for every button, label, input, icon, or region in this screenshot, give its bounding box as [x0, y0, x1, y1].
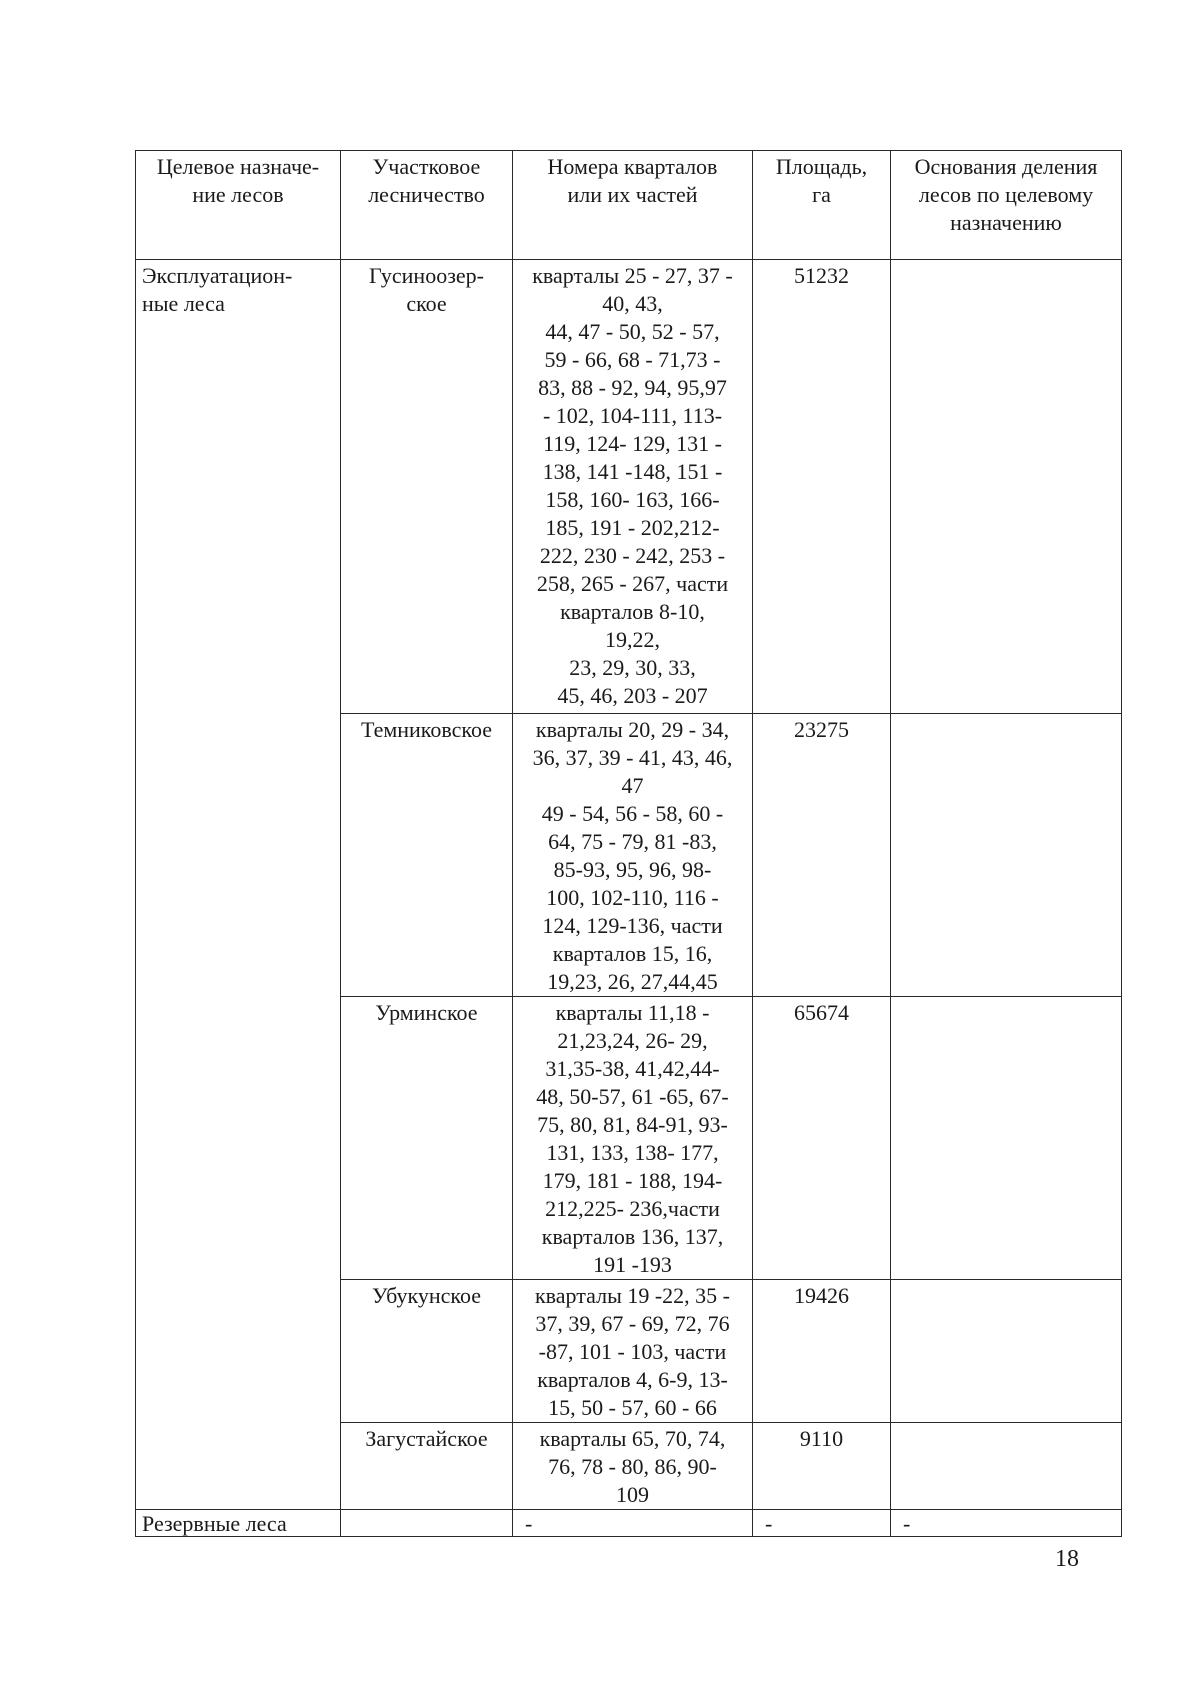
header-quarters: Номера кварталов или их частей	[513, 151, 753, 260]
quarter-line: 15, 50 - 57, 60 - 66	[548, 1395, 717, 1420]
quarter-line: 100, 102-110, 116 -	[546, 885, 719, 910]
basis-cell	[891, 1280, 1122, 1423]
quarter-line: 131, 133, 138- 177,	[546, 1140, 719, 1165]
quarter-line: кварталов 4, 6-9, 13-	[537, 1367, 728, 1392]
quarter-line: 179, 181 - 188, 194-	[542, 1168, 723, 1193]
forestry-name: Загустайское	[341, 1423, 513, 1510]
basis-cell: -	[891, 1510, 1122, 1537]
quarter-line: - 102, 104-111, 113-	[542, 403, 723, 428]
area-value: 23275	[753, 714, 891, 997]
forest-purpose-table	[135, 150, 1122, 1537]
header-basis: Основания деления лесов по целевому назначению	[891, 151, 1122, 260]
quarter-numbers	[513, 1423, 753, 1510]
quarter-numbers	[513, 997, 753, 1280]
page-number: 18	[1055, 1546, 1079, 1572]
quarter-line: 59 - 66, 68 - 71,73 -	[544, 347, 721, 372]
table-header-row	[136, 151, 1122, 260]
forestry-name: Убукунское	[341, 1280, 513, 1423]
basis-cell	[891, 997, 1122, 1280]
quarter-line: 19,23, 26, 27,44,45	[547, 969, 718, 994]
quarter-line: 158, 160- 163, 166-	[545, 487, 720, 512]
category-reserve: Резервные леса	[136, 1510, 341, 1537]
area-value: 65674	[753, 997, 891, 1280]
forestry-name: Урминское	[341, 997, 513, 1280]
forestry-name: Гусиноозер- ское	[341, 260, 513, 714]
quarter-line: 185, 191 - 202,212-	[545, 515, 720, 540]
forestry-name: Темниковское	[341, 714, 513, 997]
quarter-line: 45, 46, 203 - 207	[557, 683, 708, 708]
quarter-line: 75, 80, 81, 84-91, 93-	[537, 1112, 728, 1137]
category-exploitation: Эксплуатацион- ные леса	[136, 260, 341, 1510]
quarter-line: 222, 230 - 242, 253 -	[539, 543, 726, 568]
quarter-line: 119, 124- 129, 131 -	[543, 431, 722, 456]
quarter-numbers	[513, 260, 753, 714]
quarter-line: -87, 101 - 103, части	[538, 1339, 727, 1364]
quarter-numbers	[513, 714, 753, 997]
basis-cell	[891, 1423, 1122, 1510]
quarter-line: 36, 37, 39 - 41, 43, 46,	[532, 745, 733, 770]
quarter-line: 44, 47 - 50, 52 - 57,	[545, 319, 720, 344]
quarter-line: 49 - 54, 56 - 58, 60 -	[541, 801, 724, 826]
quarter-line: 191 -193	[593, 1252, 672, 1277]
quarter-line: 64, 75 - 79, 81 -83,	[548, 829, 717, 854]
table-row-reserve	[136, 1510, 1122, 1537]
basis-cell	[891, 260, 1122, 714]
quarter-line: 37, 39, 67 - 69, 72, 76	[535, 1311, 730, 1336]
quarter-line: 48, 50-57, 61 -65, 67-	[536, 1084, 729, 1109]
area-value: -	[753, 1510, 891, 1537]
table-row	[136, 260, 1122, 714]
quarter-line: 124, 129-136, части	[542, 913, 723, 938]
quarter-line: 47	[621, 773, 644, 798]
quarter-line: 76, 78 - 80, 86, 90-	[548, 1454, 717, 1479]
header-area: Площадь, га	[753, 151, 891, 260]
quarter-line: кварталы 19 -22, 35 -	[534, 1283, 730, 1308]
quarter-line: 23, 29, 30, 33,	[569, 655, 696, 680]
quarter-line: 40, 43,	[602, 291, 663, 316]
area-value: 9110	[753, 1423, 891, 1510]
quarter-line: 109	[616, 1482, 649, 1507]
quarter-line: 31,35-38, 41,42,44-	[545, 1056, 720, 1081]
basis-cell	[891, 714, 1122, 997]
quarter-line: кварталы 65, 70, 74,	[539, 1426, 726, 1451]
quarter-line: кварталов 8-10,	[560, 599, 705, 624]
header-purpose: Целевое назначе- ние лесов	[136, 151, 341, 260]
quarter-line: кварталы 25 - 27, 37 -	[532, 263, 733, 288]
header-forestry: Участковое лесничество	[341, 151, 513, 260]
forestry-name	[341, 1510, 513, 1537]
quarter-line: 19,22,	[605, 627, 660, 652]
area-value: 51232	[753, 260, 891, 714]
quarter-line: 83, 88 - 92, 94, 95,97	[538, 375, 727, 400]
quarter-line: 138, 141 -148, 151 -	[542, 459, 723, 484]
quarter-line: кварталы 11,18 -	[555, 1000, 710, 1025]
quarter-numbers: -	[513, 1510, 753, 1537]
quarter-line: 21,23,24, 26- 29,	[557, 1028, 708, 1053]
quarter-line: 212,225- 236,части	[545, 1196, 720, 1221]
quarter-line: кварталы 20, 29 - 34,	[535, 717, 730, 742]
quarter-line: 85-93, 95, 96, 98-	[553, 857, 712, 882]
area-value: 19426	[753, 1280, 891, 1423]
quarter-line: кварталов 15, 16,	[552, 941, 713, 966]
quarter-line: 258, 265 - 267, части	[536, 571, 729, 596]
quarter-numbers	[513, 1280, 753, 1423]
quarter-line: кварталов 136, 137,	[541, 1224, 724, 1249]
